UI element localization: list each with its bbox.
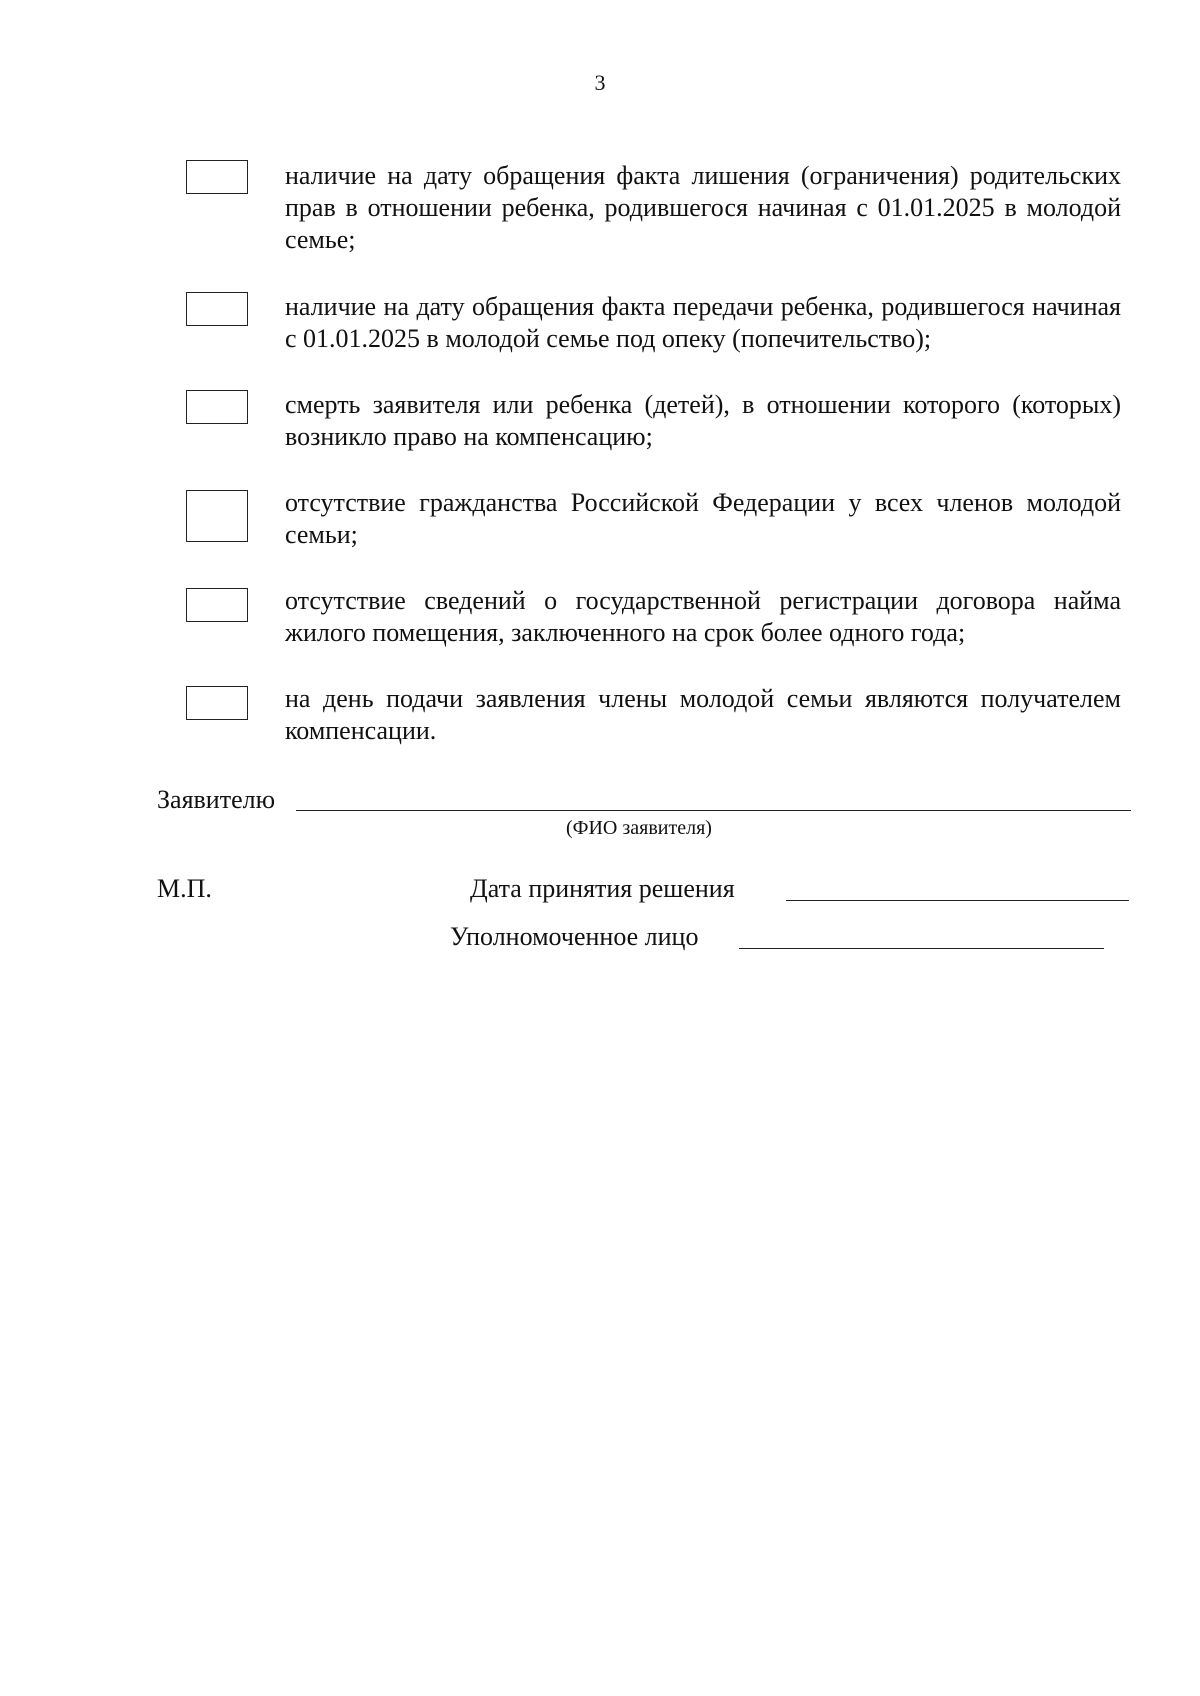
checklist-item-text: отсутствие сведений о государственной регистрации договора найма жилого помещения, заключенного на срок более одного года; <box>285 586 1121 647</box>
checkbox[interactable] <box>186 686 248 720</box>
checklist-item-text: на день подачи заявления члены молодой семьи являются получателем компенсации. <box>285 684 1121 745</box>
checkbox[interactable] <box>186 390 248 424</box>
stamp-label: М.П. <box>157 874 212 903</box>
decision-date-field[interactable] <box>786 900 1129 901</box>
applicant-label: Заявителю <box>157 785 276 814</box>
decision-date-label: Дата принятия решения <box>470 874 735 903</box>
applicant-caption: (ФИО заявителя) <box>566 817 712 839</box>
checklist-item-text: наличие на дату обращения факта лишения (ограничения) родительских прав в отношении ребенка, родившегося начиная с 01.01.2025 в молодой семье; <box>285 161 1121 254</box>
checkbox[interactable] <box>186 160 248 194</box>
checkbox[interactable] <box>186 292 248 326</box>
page-number: 3 <box>594 70 606 95</box>
checkbox[interactable] <box>186 588 248 622</box>
authorized-person-field[interactable] <box>739 948 1104 949</box>
authorized-person-label: Уполномоченное лицо <box>450 922 699 951</box>
checklist-item-text: наличие на дату обращения факта передачи ребенка, родившегося начиная с 01.01.2025 в молодой семье под опеку (попечительство); <box>285 292 1121 353</box>
checkbox[interactable] <box>186 490 248 542</box>
checklist-item-text: отсутствие гражданства Российской Федерации у всех членов молодой семьи; <box>285 488 1121 549</box>
applicant-name-field[interactable] <box>296 810 1131 811</box>
checklist-item-text: смерть заявителя или ребенка (детей), в отношении которого (которых) возникло право на компенсацию; <box>285 390 1121 451</box>
